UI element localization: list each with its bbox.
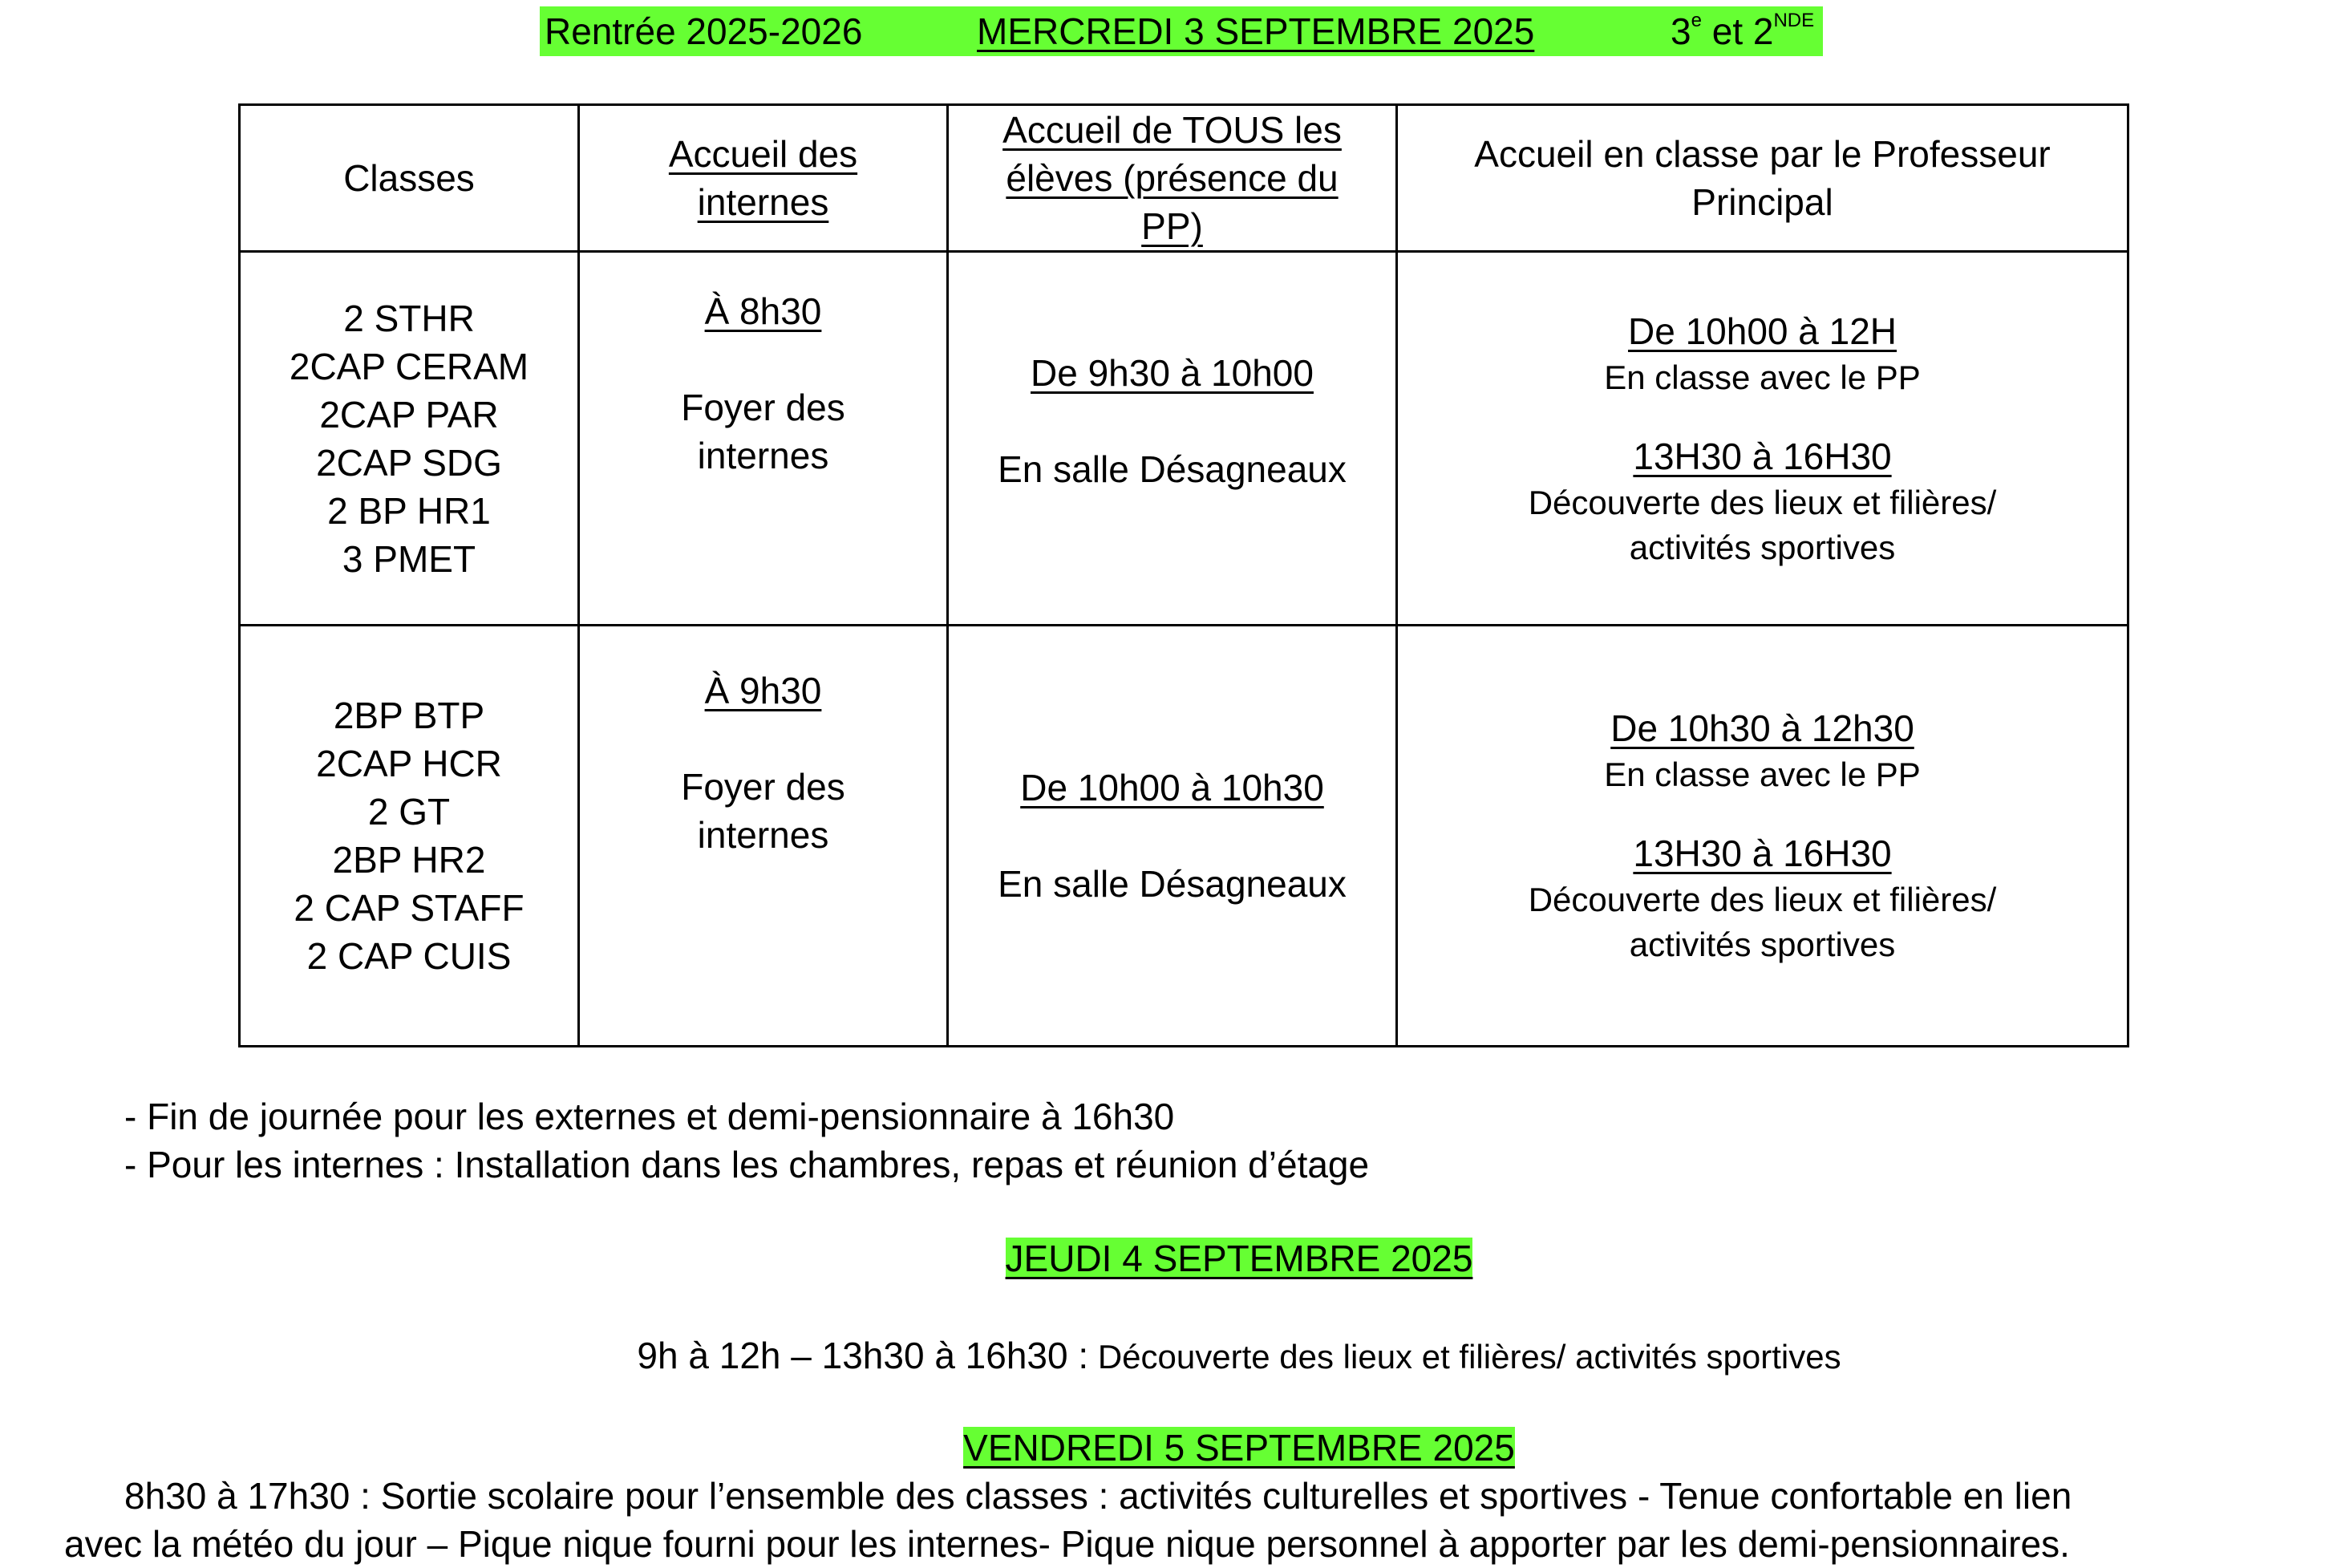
friday-title (0, 1424, 2345, 1472)
internes-cell (579, 252, 948, 626)
internes-place: internes (697, 435, 829, 476)
internes-place: Foyer des (681, 766, 845, 808)
tous-time: De 10h00 à 10h30 (1020, 767, 1324, 808)
pp-afternoon-text: activités sportives (1629, 926, 1896, 963)
class-name: 2BP BTP (333, 695, 485, 736)
schedule-table (238, 103, 2129, 1047)
level-2: et 2 (1701, 10, 1774, 52)
page-header (540, 6, 1823, 56)
friday-line: 8h30 à 17h30 : Sortie scolaire pour l’ensemble des classes : activités culturelles et sportives - Tenue confortable en lien (124, 1475, 2072, 1517)
level-3-sup: e (1691, 10, 1702, 31)
internes-time: À 8h30 (704, 290, 822, 332)
classes-cell (240, 252, 579, 626)
level-2-sup: NDE (1773, 10, 1815, 31)
class-name: 2 CAP CUIS (306, 935, 512, 977)
tous-time: De 9h30 à 10h00 (1031, 352, 1314, 394)
header-pp-line: Accueil en classe par le Professeur (1474, 133, 2051, 175)
pp-morning-text: En classe avec le PP (1604, 756, 1921, 793)
notes-list (124, 1092, 2209, 1189)
note-item: - Pour les internes : Installation dans les chambres, repas et réunion d’étage (124, 1144, 1370, 1185)
header-internes-line: Accueil des (668, 133, 858, 175)
pp-afternoon-text: activités sportives (1629, 528, 1896, 566)
friday-line: avec la météo du jour – Pique nique fourni pour les internes- Pique nique personnel à apporter par les demi-pensionnaires. (64, 1523, 2070, 1565)
level-3: 3 (1671, 10, 1691, 52)
header-internes (579, 105, 948, 252)
header-tous (948, 105, 1397, 252)
header-date: MERCREDI 3 SEPTEMBRE 2025 (977, 10, 1535, 52)
header-pp (1397, 105, 2128, 252)
header-year: Rentrée 2025-2026 (545, 10, 863, 52)
header-classes-label: Classes (343, 157, 475, 199)
header-tous-line: Accueil de TOUS les (1002, 109, 1342, 151)
header-pp-line: Principal (1691, 181, 1833, 223)
table-row (240, 626, 2128, 1047)
friday-title-text: VENDREDI 5 SEPTEMBRE 2025 (963, 1427, 1515, 1469)
class-name: 2 BP HR1 (327, 489, 491, 532)
header-levels (1671, 6, 1814, 56)
tous-cell (948, 252, 1397, 626)
internes-time: À 9h30 (704, 670, 822, 711)
class-name: 2 STHR (343, 297, 475, 339)
thursday-activity: Découverte des lieux et filières/ activités sportives (1088, 1338, 1841, 1376)
pp-morning-time: De 10h00 à 12H (1627, 310, 1897, 352)
pp-cell (1397, 626, 2128, 1047)
class-name: 3 PMET (342, 537, 476, 580)
tous-place: En salle Désagneaux (998, 448, 1347, 490)
class-name: 2 CAP STAFF (294, 887, 524, 929)
tous-cell (948, 626, 1397, 1047)
internes-cell (579, 626, 948, 1047)
pp-afternoon-time: 13H30 à 16H30 (1633, 435, 1892, 477)
table-row (240, 252, 2128, 626)
pp-afternoon-text: Découverte des lieux et filières/ (1528, 881, 1997, 918)
friday-schedule (64, 1472, 2342, 1568)
header-internes-line: internes (697, 181, 829, 223)
tous-place: En salle Désagneaux (998, 863, 1347, 905)
class-name: 2CAP SDG (316, 441, 502, 484)
pp-afternoon-time: 13H30 à 16H30 (1633, 833, 1892, 874)
pp-morning-time: De 10h30 à 12h30 (1610, 707, 1914, 749)
header-tous-line: PP) (1141, 205, 1203, 247)
thursday-title-text: JEUDI 4 SEPTEMBRE 2025 (1005, 1238, 1473, 1279)
class-name: 2BP HR2 (332, 839, 486, 881)
header-tous-line: élèves (présence du (1006, 157, 1339, 199)
class-name: 2CAP PAR (319, 393, 499, 436)
header-classes (240, 105, 579, 252)
class-name: 2CAP HCR (316, 743, 502, 784)
internes-place: Foyer des (681, 387, 845, 428)
class-name: 2CAP CERAM (289, 345, 529, 387)
thursday-time: 9h à 12h – 13h30 à 16h30 : (637, 1335, 1089, 1376)
pp-afternoon-text: Découverte des lieux et filières/ (1528, 483, 1997, 521)
thursday-title (0, 1234, 2345, 1282)
pp-cell (1397, 252, 2128, 626)
pp-morning-text: En classe avec le PP (1604, 358, 1921, 396)
table-header-row (240, 105, 2128, 252)
classes-cell (240, 626, 579, 1047)
note-item: - Fin de journée pour les externes et demi-pensionnaire à 16h30 (124, 1096, 1175, 1137)
internes-place: internes (697, 814, 829, 856)
class-name: 2 GT (367, 791, 451, 833)
thursday-schedule (0, 1331, 2345, 1380)
